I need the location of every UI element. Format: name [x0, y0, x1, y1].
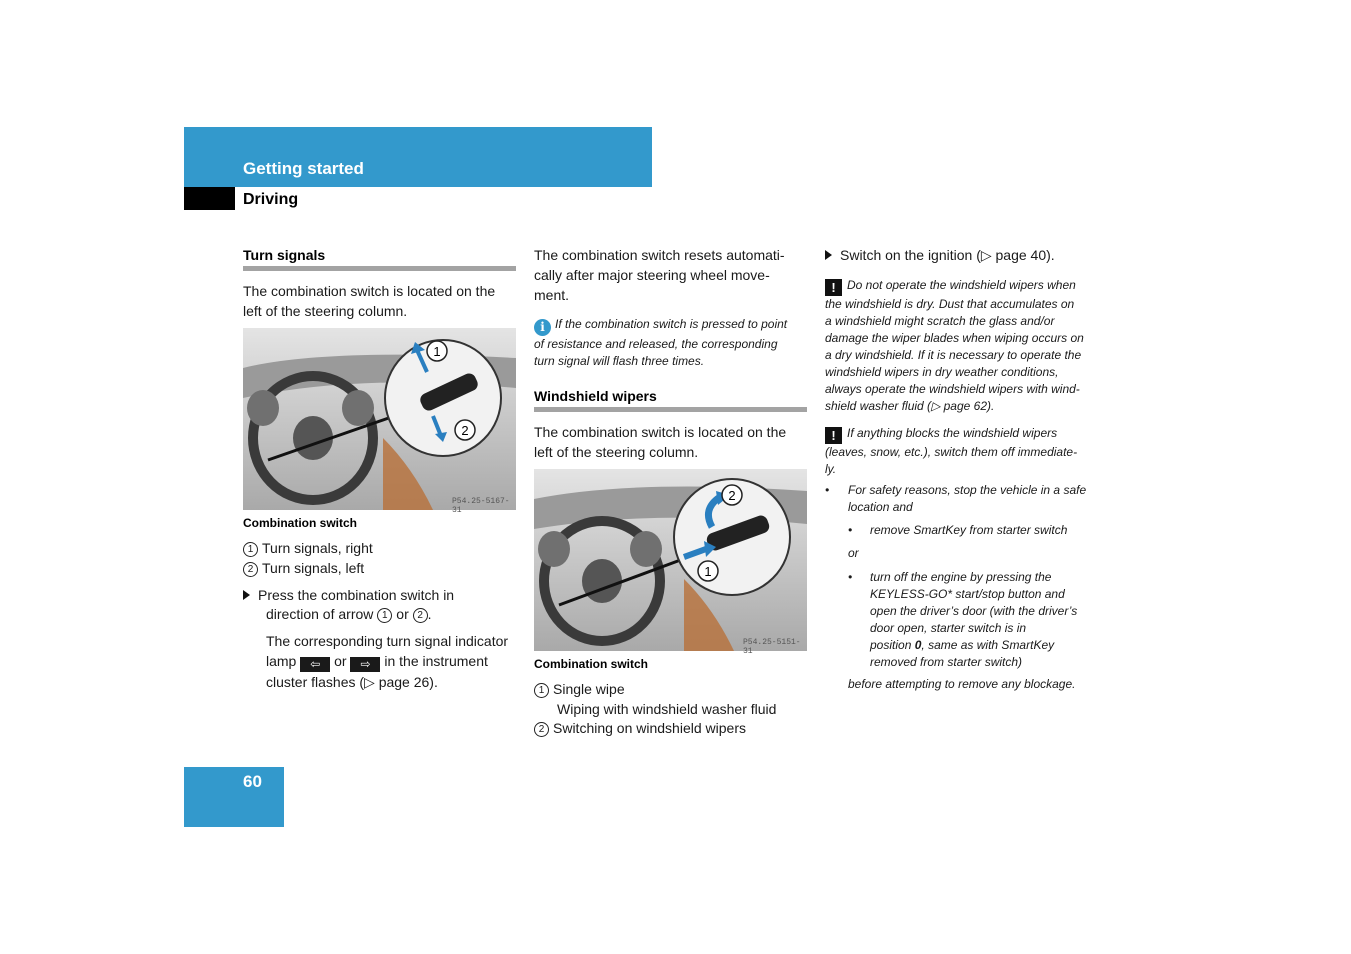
page-number-box: [184, 767, 284, 827]
indicator-paragraph: The corresponding turn signal indicator lamp ⇦ or ⇨ in the instrument cluster flashes (▷ page 26).: [266, 633, 509, 690]
bullet-marker: •: [848, 570, 853, 584]
svg-text:2: 2: [728, 488, 736, 503]
turn-signal-illustration: [243, 328, 516, 510]
info-note: i If the combination switch is pressed to point of resistance and released, the corresponding turn signal will flash three times.: [534, 317, 788, 368]
heading-rule: [243, 266, 516, 271]
instruction-step: Press the combination switch in: [243, 585, 454, 605]
combination-switch-photo: [243, 328, 516, 515]
sub-bullet-remove-key: remove SmartKey from starter switch: [870, 523, 1068, 537]
page-number: 60: [243, 772, 262, 791]
turn-signals-intro: The combination switch is located on the left of the steering column.: [243, 283, 496, 319]
section-marker: [184, 187, 235, 210]
windshield-wipers-heading: Windshield wipers: [534, 388, 657, 404]
wiper-illustration: [534, 469, 807, 651]
closing-note: before attempting to remove any blockage.: [848, 677, 1076, 691]
photo-code: P54.25-5167-31: [452, 497, 510, 515]
info-icon: i: [534, 319, 551, 336]
warning-icon: !: [825, 427, 842, 444]
svg-text:2: 2: [461, 423, 469, 438]
legend-item-sub: Wiping with windshield washer fluid: [557, 701, 777, 717]
wiper-switch-photo: [534, 469, 807, 656]
ignition-step: Switch on the ignition (▷ page 40).: [825, 245, 1055, 265]
photo-code: P54.25-5151-31: [743, 638, 801, 656]
heading-rule: [534, 407, 807, 412]
warning-blockage: ! If anything blocks the windshield wipers (leaves, snow, etc.), switch them off immediate- ly.: [825, 426, 1078, 476]
sub-bullet-keyless-go: turn off the engine by pressing the KEYLESS-GO* start/stop button and open the driver’s door (with the driver’s door open, starter switch is in position 0, same as with SmartKey removed from starter switch): [870, 570, 1078, 669]
photo-caption: Combination switch: [534, 657, 648, 671]
warning-dry-windshield: ! Do not operate the windshield wipers when the windshield is dry. Dust that accumulates on a windshield might scratch the glass and/or damage the wiper blades when wiping occurs on a dry windshield. If it is necessary to operate the windshield wipers in dry weather conditions, always operate the windshield wipers with wind- shield washer fluid (▷ page 62).: [825, 278, 1084, 413]
wipers-intro: The combination switch is located on the left of the steering column.: [534, 424, 787, 460]
reset-paragraph: The combination switch resets automati- cally after major steering wheel move- ment.: [534, 247, 785, 303]
bullet-marker: •: [848, 523, 853, 537]
photo-caption: Combination switch: [243, 516, 357, 530]
legend-item: 2 Turn signals, left: [243, 558, 364, 578]
bullet-marker: •: [825, 483, 830, 497]
turn-right-lamp-icon: ⇨: [350, 657, 380, 672]
svg-text:1: 1: [704, 564, 712, 579]
svg-text:1: 1: [433, 344, 441, 359]
or-text: or: [848, 546, 859, 560]
step-arrow-icon: [243, 590, 250, 600]
warning-icon: !: [825, 279, 842, 296]
subsection-title: Driving: [243, 191, 299, 208]
legend-item: 2 Switching on windshield wipers: [534, 718, 746, 738]
instruction-step-cont: direction of arrow 1 or 2 .: [266, 606, 432, 622]
step-arrow-icon: [825, 250, 832, 260]
turn-signals-heading: Turn signals: [243, 247, 326, 263]
safety-bullet: For safety reasons, stop the vehicle in a safe location and: [848, 483, 1087, 514]
turn-left-lamp-icon: ⇦: [300, 657, 330, 672]
section-title: Getting started: [243, 159, 364, 178]
legend-item: 1 Turn signals, right: [243, 538, 373, 558]
legend-item: 1 Single wipe: [534, 679, 625, 699]
